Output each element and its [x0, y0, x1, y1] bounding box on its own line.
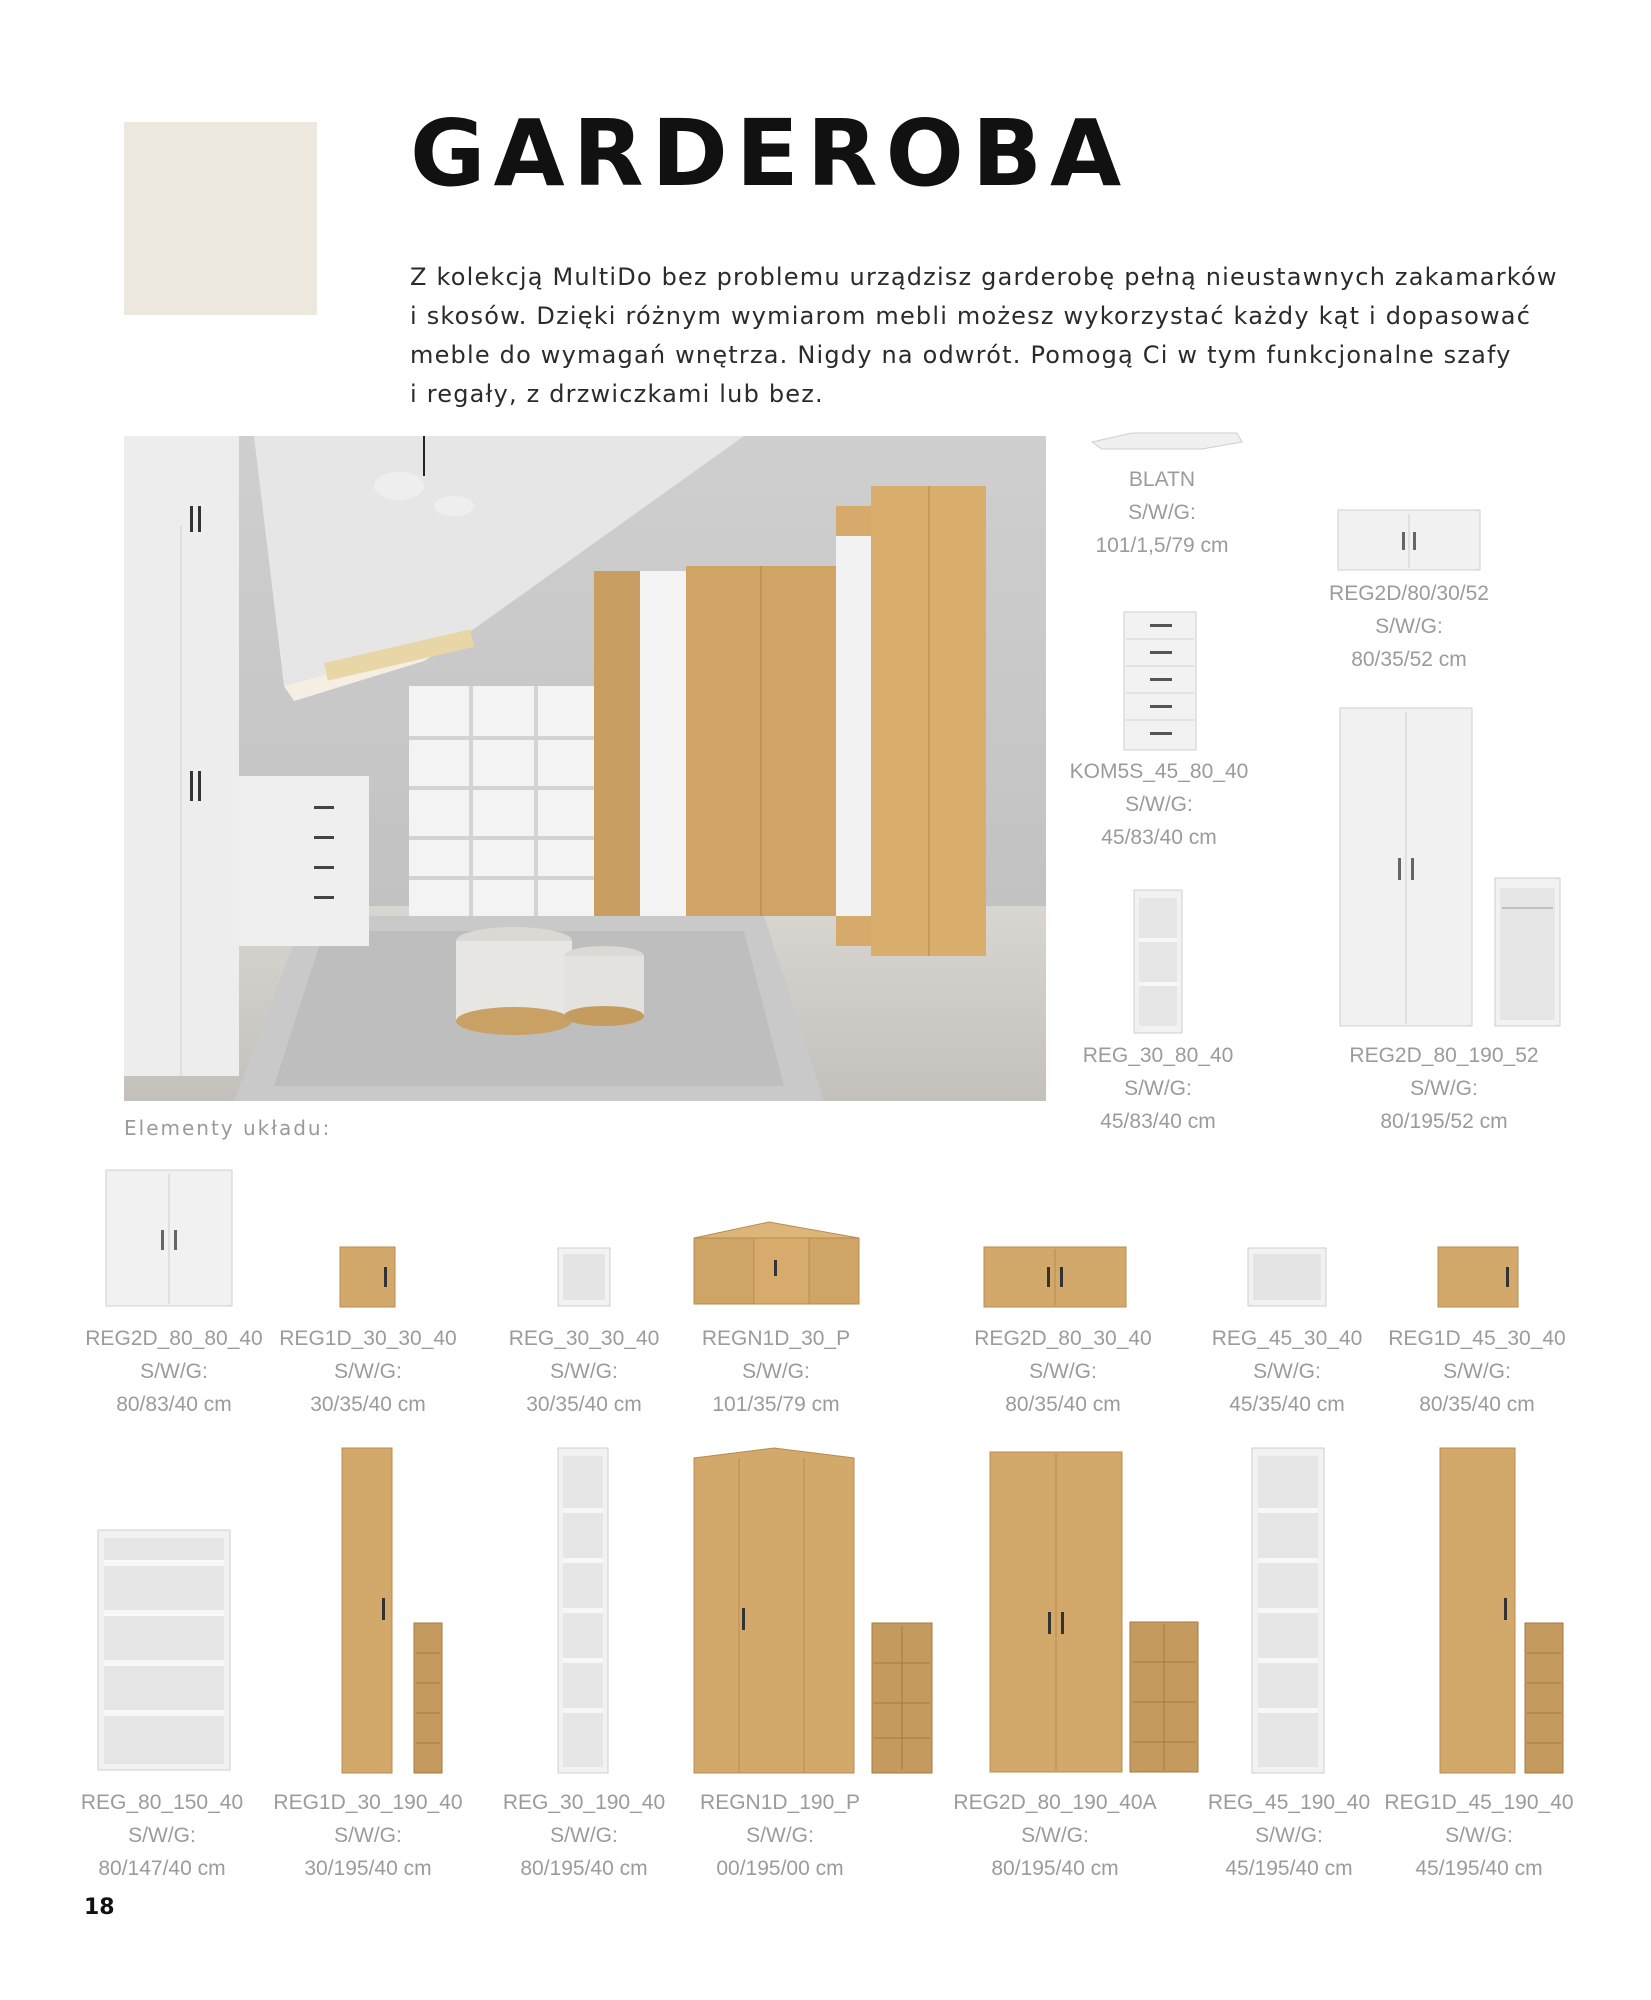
product-image-reg1d-45-30-40 [1438, 1247, 1518, 1307]
intro-line: Z kolekcją MultiDo bez problemu urządzisz garderobę pełną nieustawnych zakamarków [410, 263, 1558, 291]
product-dims-label: S/W/G: [550, 1360, 618, 1383]
product-image-kom5s-45-80-40 [1124, 612, 1196, 750]
product-name: REG1D_45_30_40 [1388, 1327, 1566, 1350]
product-name: REG_80_150_40 [80, 1791, 244, 1814]
product-dims: 80/195/40 cm [520, 1857, 648, 1880]
product-image-reg1d-30-30-40 [340, 1247, 395, 1307]
color-swatch [124, 122, 317, 315]
product-name: REG_30_190_40 [502, 1791, 666, 1814]
product-dims: 80/83/40 cm [116, 1393, 232, 1416]
product-dims: 30/195/40 cm [304, 1857, 432, 1880]
product-name: REG2D_80_80_40 [85, 1327, 263, 1350]
product-dims: 101/1,5/79 cm [1095, 534, 1229, 557]
product-caption-reg1d-45-30-40 [1388, 1322, 1565, 1421]
product-dims: 80/195/40 cm [991, 1857, 1119, 1880]
product-caption-reg-30-190-40 [503, 1786, 665, 1885]
product-dims: 101/35/79 cm [712, 1393, 840, 1416]
product-dims-label: S/W/G: [1253, 1360, 1321, 1383]
product-dims: 30/35/40 cm [310, 1393, 426, 1416]
wardrobe-room-photo [124, 436, 1046, 1101]
product-name: REG1D_30_30_40 [279, 1327, 457, 1350]
product-caption-reg2d-80-30-40 [974, 1322, 1151, 1421]
product-caption-reg-30-80-40 [1083, 1039, 1234, 1138]
product-name: REG2D/80/30/52 [1329, 582, 1489, 605]
product-caption-reg-45-30-40 [1212, 1322, 1363, 1421]
product-dims-label: S/W/G: [550, 1824, 618, 1847]
product-dims-label: S/W/G: [742, 1360, 810, 1383]
product-image-blatn [1092, 432, 1242, 450]
product-dims-label: S/W/G: [1375, 615, 1443, 638]
product-dims-label: S/W/G: [140, 1360, 208, 1383]
product-dims: 30/35/40 cm [526, 1393, 642, 1416]
product-name: REGN1D_190_P [700, 1791, 860, 1814]
product-dims: 80/35/40 cm [1419, 1393, 1535, 1416]
product-caption-reg2d-80-30-52 [1329, 577, 1489, 676]
page-title: GARDEROBA [410, 100, 1130, 207]
product-name: REG2D_80_190_40A [953, 1791, 1157, 1814]
product-name: REG1D_45_190_40 [1384, 1791, 1574, 1814]
product-caption-regn1d-190-p [700, 1786, 860, 1885]
product-dims-label: S/W/G: [1445, 1824, 1513, 1847]
product-dims-label: S/W/G: [1255, 1824, 1323, 1847]
product-dims: 45/83/40 cm [1101, 826, 1217, 849]
product-dims-label: S/W/G: [1410, 1077, 1478, 1100]
product-caption-regn1d-30-p [702, 1322, 850, 1421]
product-name: KOM5S_45_80_40 [1069, 760, 1249, 783]
product-dims: 45/195/40 cm [1415, 1857, 1543, 1880]
product-dims: 45/195/40 cm [1225, 1857, 1353, 1880]
intro-text [410, 258, 1558, 414]
product-name: REG_30_30_40 [508, 1327, 660, 1350]
product-dims: 80/35/40 cm [1005, 1393, 1121, 1416]
product-dims: 00/195/00 cm [716, 1857, 844, 1880]
intro-line: meble do wymagań wnętrza. Nigdy na odwrót. Pomogą Ci w tym funkcjonalne szafy [410, 341, 1512, 369]
intro-line: i regały, z drzwiczkami lub bez. [410, 380, 824, 408]
product-dims: 80/147/40 cm [98, 1857, 226, 1880]
product-dims-label: S/W/G: [1029, 1360, 1097, 1383]
product-name: REG_45_190_40 [1207, 1791, 1371, 1814]
product-dims-label: S/W/G: [1128, 501, 1196, 524]
product-dims: 80/35/52 cm [1351, 648, 1467, 671]
product-dims-label: S/W/G: [1124, 1077, 1192, 1100]
product-name: REG2D_80_190_52 [1349, 1044, 1539, 1067]
product-dims-label: S/W/G: [1021, 1824, 1089, 1847]
product-dims-label: S/W/G: [128, 1824, 196, 1847]
product-caption-blatn [1095, 463, 1228, 562]
product-dims-label: S/W/G: [334, 1360, 402, 1383]
product-name: REG_45_30_40 [1211, 1327, 1363, 1350]
product-caption-kom5s-45-80-40 [1070, 755, 1249, 854]
product-image-reg-80-150-40 [98, 1530, 230, 1770]
product-image-reg2d-80-190-40a [990, 1452, 1200, 1772]
product-caption-reg-30-30-40 [509, 1322, 660, 1421]
product-image-reg2d-80-30-52 [1338, 510, 1480, 570]
product-dims-label: S/W/G: [746, 1824, 814, 1847]
product-image-reg2d-80-190-52 [1340, 708, 1565, 1026]
product-name: REGN1D_30_P [701, 1327, 851, 1350]
product-caption-reg2d-80-190-40a [953, 1786, 1156, 1885]
product-caption-reg2d-80-190-52 [1349, 1039, 1538, 1138]
intro-line: i skosów. Dzięki różnym wymiarom mebli możesz wykorzystać każdy kąt i dopasować [410, 302, 1532, 330]
product-dims: 80/195/52 cm [1380, 1110, 1508, 1133]
product-image-reg-45-30-40 [1248, 1248, 1326, 1306]
product-image-reg2d-80-30-40 [984, 1247, 1126, 1307]
product-dims: 45/83/40 cm [1100, 1110, 1216, 1133]
product-caption-reg1d-30-190-40 [273, 1786, 462, 1885]
product-image-reg2d-80-80-40 [106, 1170, 232, 1306]
product-dims-label: S/W/G: [1125, 793, 1193, 816]
product-name: BLATN [1128, 468, 1196, 491]
product-image-regn1d-30-p [694, 1222, 859, 1307]
section-label: Elementy układu: [124, 1116, 332, 1140]
product-dims: 45/35/40 cm [1229, 1393, 1345, 1416]
product-caption-reg1d-45-190-40 [1384, 1786, 1573, 1885]
product-image-reg-45-190-40 [1252, 1448, 1324, 1773]
product-caption-reg1d-30-30-40 [279, 1322, 456, 1421]
product-image-regn1d-190-p [694, 1448, 944, 1778]
product-caption-reg2d-80-80-40 [85, 1322, 262, 1421]
product-caption-reg-45-190-40 [1208, 1786, 1370, 1885]
product-name: REG2D_80_30_40 [974, 1327, 1152, 1350]
product-name: REG_30_80_40 [1082, 1044, 1234, 1067]
product-dims-label: S/W/G: [334, 1824, 402, 1847]
product-caption-reg-80-150-40 [81, 1786, 243, 1885]
product-dims-label: S/W/G: [1443, 1360, 1511, 1383]
product-image-reg1d-45-190-40 [1440, 1448, 1565, 1773]
product-image-reg-30-80-40 [1134, 890, 1182, 1033]
product-image-reg-30-190-40 [558, 1448, 608, 1773]
product-name: REG1D_30_190_40 [273, 1791, 463, 1814]
product-image-reg1d-30-190-40 [342, 1448, 442, 1773]
page-number: 18 [84, 1895, 115, 1920]
product-image-reg-30-30-40 [558, 1248, 610, 1306]
